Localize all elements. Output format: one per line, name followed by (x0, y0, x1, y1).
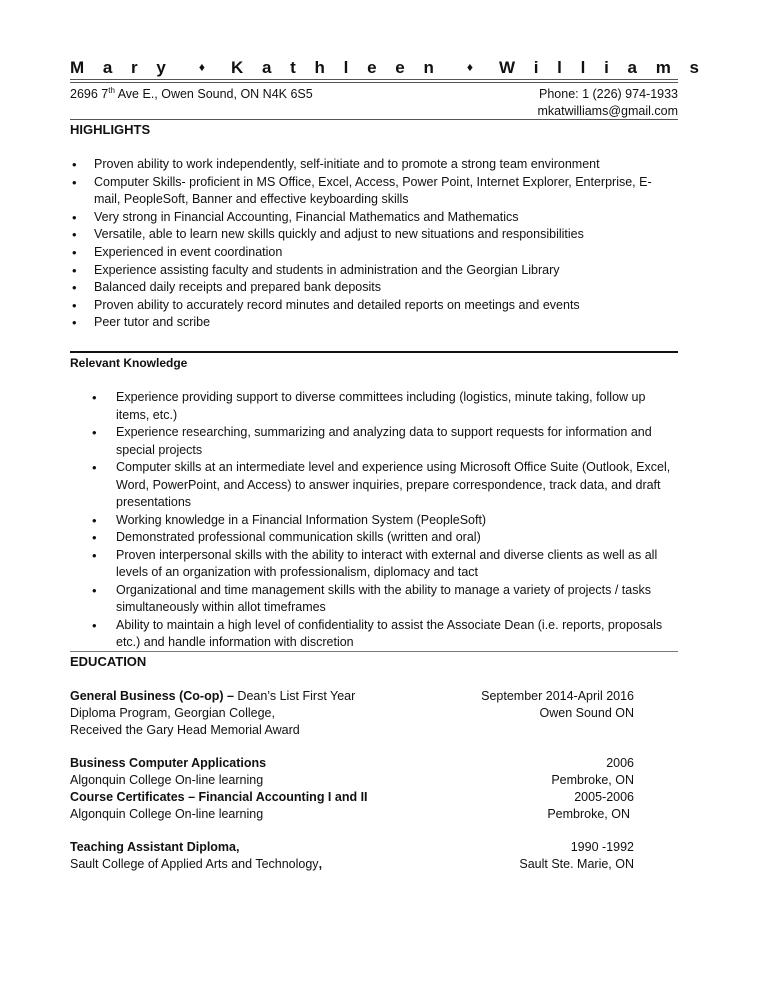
list-item: • Proven interpersonal skills with the ability to interact with external and diverse clients as well as all levels of an organization with professionalism, diplomacy and tact (92, 547, 678, 582)
date-range: 1990 -1992 (570, 840, 634, 854)
education-entry: Business Computer Applications 2006 Algonquin College On-line learning Pembroke, ON Course Certificates – Financial Accounting I and II 2005-2006 Algonquin College On-line learning Pembroke, ON (70, 756, 634, 821)
list-item: • Experienced in event coordination (70, 244, 670, 262)
list-item: • Versatile, able to learn new skills quickly and adjust to new situations and responsibilities (70, 226, 670, 244)
list-item: • Computer Skills- proficient in MS Office, Excel, Access, Power Point, Internet Explorer, Enterprise, E-mail, PeopleSoft, Banner and effective keyboarding skills (70, 174, 670, 209)
highlights-heading: HIGHLIGHTS (70, 122, 151, 137)
middle-name: K a t h l e e n (230, 58, 441, 77)
location: Sault Ste. Marie, ON (519, 857, 634, 871)
applicant-name (70, 58, 706, 78)
highlights-list (70, 156, 670, 332)
date-range: 2005-2006 (574, 790, 634, 804)
list-item: • Experience providing support to diverse committees including (logistics, minute taking, follow up items, etc.) (92, 389, 678, 424)
last-name: W i l l i a m s (498, 58, 706, 77)
education-heading: EDUCATION (70, 654, 147, 669)
contact-info (538, 86, 679, 120)
header-rule (70, 79, 678, 80)
knowledge-list (92, 389, 678, 652)
first-name: M a r y (70, 58, 173, 77)
address: 2696 7th Ave E., Owen Sound, ON N4K 6S5 (70, 86, 313, 102)
list-item: • Experience assisting faculty and students in administration and the Georgian Library (70, 262, 670, 280)
location: Owen Sound ON (539, 706, 634, 720)
diamond-separator-icon: ♦ (198, 60, 205, 74)
header-rule (70, 82, 678, 83)
header-rule (70, 119, 678, 120)
knowledge-heading: Relevant Knowledge (70, 356, 188, 370)
diamond-separator-icon: ♦ (466, 60, 473, 74)
list-item: • Organizational and time management skills with the ability to manage a variety of projects / tasks simultaneously within allot timeframes (92, 582, 678, 617)
location: Pembroke, ON (551, 773, 634, 787)
education-entry: Teaching Assistant Diploma, 1990 -1992 Sault College of Applied Arts and Technology, Sault Ste. Marie, ON (70, 840, 634, 871)
list-item: • Peer tutor and scribe (70, 314, 670, 332)
phone-number: Phone: 1 (226) 974-1933 (539, 87, 678, 101)
date-range: September 2014-April 2016 (481, 689, 634, 703)
location: Pembroke, ON (547, 807, 630, 821)
list-item: • Ability to maintain a high level of confidentiality to assist the Associate Dean (i.e. reports, proposals etc.) and handle information with discretion (92, 617, 678, 652)
list-item: • Working knowledge in a Financial Information System (PeopleSoft) (92, 512, 678, 530)
section-divider (70, 651, 678, 652)
list-item: • Very strong in Financial Accounting, Financial Mathematics and Mathematics (70, 209, 670, 227)
list-item: • Proven ability to work independently, self-initiate and to promote a strong team environment (70, 156, 670, 174)
date-range: 2006 (606, 756, 634, 770)
list-item: • Experience researching, summarizing and analyzing data to support requests for information and special projects (92, 424, 678, 459)
list-item: • Balanced daily receipts and prepared bank deposits (70, 279, 670, 297)
section-divider (70, 351, 678, 353)
list-item: • Computer skills at an intermediate level and experience using Microsoft Office Suite (Outlook, Excel, Word, PowerPoint, and Access) to answer inquiries, prepare correspondence, track data, and draft presentations (92, 459, 678, 512)
education-entry: General Business (Co-op) – Dean’s List First Year September 2014-April 2016 Diploma Program, Georgian College, Owen Sound ON Received the Gary Head Memorial Award (70, 689, 634, 737)
list-item: • Proven ability to accurately record minutes and detailed reports on meetings and events (70, 297, 670, 315)
list-item: • Demonstrated professional communication skills (written and oral) (92, 529, 678, 547)
email-address: mkatwilliams@gmail.com (537, 104, 678, 118)
